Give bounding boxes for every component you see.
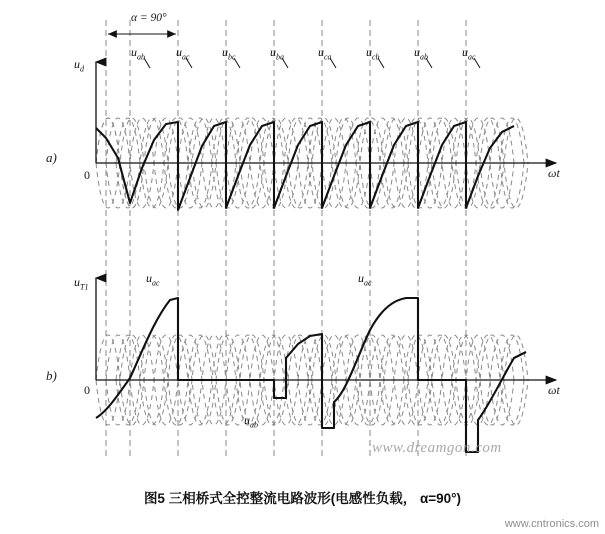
segment-subscript: ca bbox=[324, 52, 332, 62]
segment-symbol: u bbox=[366, 45, 372, 59]
ut1-symbol: u bbox=[74, 275, 80, 289]
segment-symbol: u bbox=[244, 413, 250, 427]
segment-label-5 bbox=[318, 46, 332, 61]
axis-label-ut1 bbox=[74, 276, 88, 291]
watermark-main: www.dreamgon.com bbox=[372, 440, 502, 456]
segment-symbol: u bbox=[318, 45, 324, 59]
segment-leader-ticks bbox=[144, 58, 480, 68]
segment-label-1 bbox=[131, 46, 145, 61]
bottom-label-1 bbox=[146, 272, 160, 287]
segment-symbol: u bbox=[358, 271, 364, 285]
segment-subscript: cb bbox=[372, 52, 380, 62]
ud-symbol: u bbox=[74, 57, 80, 71]
segment-symbol: u bbox=[270, 45, 276, 59]
segment-label-7 bbox=[414, 46, 428, 61]
segment-symbol: u bbox=[146, 271, 152, 285]
segment-symbol: u bbox=[176, 45, 182, 59]
segment-symbol: u bbox=[222, 45, 228, 59]
axis-label-ud bbox=[74, 58, 84, 73]
x-axis-label-a: ωt bbox=[548, 166, 560, 180]
watermark-corner: www.cntronics.com bbox=[504, 518, 599, 530]
segment-subscript: ac bbox=[468, 52, 476, 62]
x-axis-label-b: ωt bbox=[548, 383, 560, 397]
bottom-label-2 bbox=[358, 272, 372, 287]
bottom-label-3 bbox=[244, 414, 258, 429]
panel-a-axes bbox=[96, 62, 556, 163]
segment-label-8 bbox=[462, 46, 476, 61]
segment-label-2 bbox=[176, 46, 190, 61]
segment-symbol: u bbox=[414, 45, 420, 59]
zero-label-a: 0 bbox=[84, 168, 90, 182]
ud-subscript: d bbox=[80, 64, 84, 74]
segment-label-6 bbox=[366, 46, 380, 61]
segment-subscript: ac bbox=[364, 278, 372, 288]
segment-subscript: ab bbox=[250, 420, 258, 430]
panel-b-axes bbox=[96, 278, 556, 380]
segment-subscript: ab bbox=[137, 52, 145, 62]
segment-symbol: u bbox=[131, 45, 137, 59]
zero-label-b: 0 bbox=[84, 383, 90, 397]
segment-symbol: u bbox=[462, 45, 468, 59]
segment-label-3 bbox=[222, 46, 236, 61]
figure-caption: 图5 三相桥式全控整流电路波形(电感性负载， α=90°) bbox=[143, 491, 462, 506]
segment-subscript: ba bbox=[276, 52, 284, 62]
alpha-annotation-label: α = 90° bbox=[131, 12, 167, 24]
segment-label-4 bbox=[270, 46, 284, 61]
segment-subscript: ac bbox=[182, 52, 190, 62]
panel-b-label: b) bbox=[46, 368, 57, 383]
ut1-subscript: T1 bbox=[80, 282, 89, 292]
segment-subscript: ab bbox=[420, 52, 428, 62]
segment-subscript: bc bbox=[228, 52, 236, 62]
panel-a-label: a) bbox=[46, 150, 57, 165]
segment-subscript: ac bbox=[152, 278, 160, 288]
